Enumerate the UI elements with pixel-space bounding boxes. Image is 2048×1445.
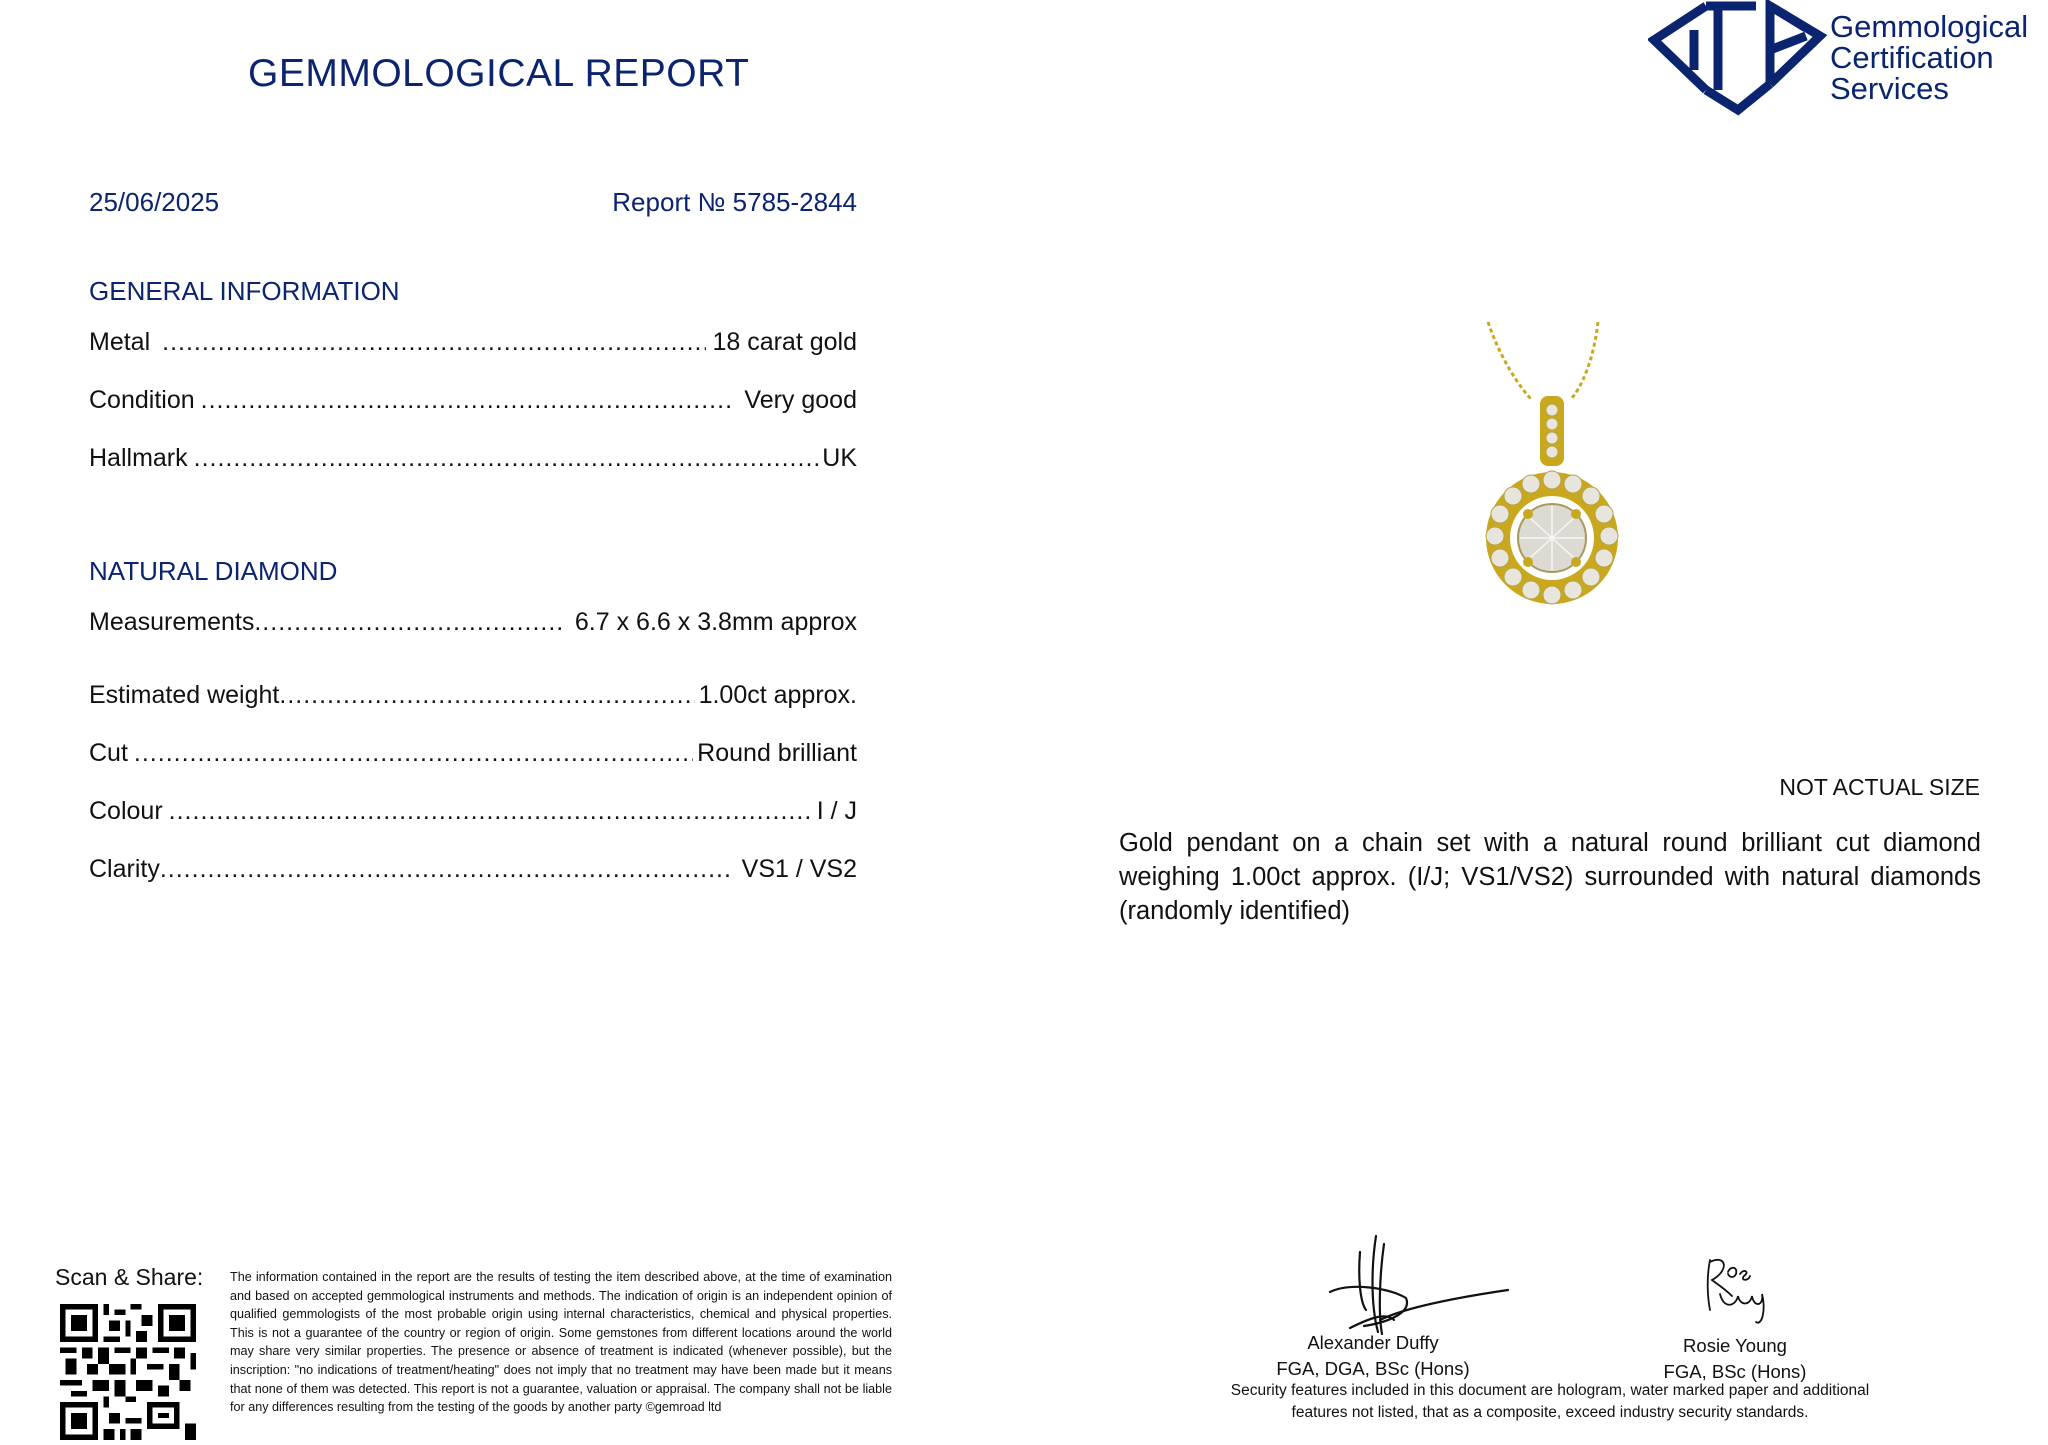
field-value: 6.7 x 6.6 x 3.8mm approx xyxy=(574,608,857,636)
signer-credentials: FGA, BSc (Hons) xyxy=(1663,1361,1807,1382)
leader-dots xyxy=(279,681,694,710)
logo-line-1: Gemmological xyxy=(1830,9,2029,44)
report-number: Report № 5785-2844 xyxy=(612,187,857,217)
field-label: Estimated weight xyxy=(89,681,280,709)
signer-name: Alexander Duffy xyxy=(1307,1332,1439,1353)
item-description: Gold pendant on a chain set with a natural round brilliant cut diamond weighing 1.00ct approx. (I/J; VS1/VS2) surrounded with natural diamonds (randomly identified) xyxy=(1119,829,1981,925)
section-title-natural-diamond: NATURAL DIAMOND xyxy=(89,556,338,586)
pendant-image xyxy=(1470,318,1650,618)
field-clarity xyxy=(89,855,857,884)
logo-wordmark xyxy=(1830,11,2028,104)
logo-line-3: Services xyxy=(1830,71,1949,106)
signature-alexander-duffy-icon xyxy=(1320,1222,1520,1342)
field-value: I / J xyxy=(816,797,857,825)
qr-code-icon[interactable] xyxy=(60,1304,196,1440)
field-label: Colour xyxy=(89,797,163,825)
not-actual-size-caption: NOT ACTUAL SIZE xyxy=(1779,774,1980,800)
signer-credentials: FGA, DGA, BSc (Hons) xyxy=(1276,1358,1470,1379)
report-meta xyxy=(89,187,857,218)
field-colour xyxy=(89,797,857,826)
page-title: GEMMOLOGICAL REPORT xyxy=(248,52,750,95)
leader-dots xyxy=(160,855,732,884)
security-note: Security features included in this document are hologram, water marked paper and additional features not listed, that as a composite, exceed industry security standards. xyxy=(1230,1382,1870,1421)
field-value: VS1 / VS2 xyxy=(741,855,857,883)
leader-dots xyxy=(169,797,809,826)
field-value: UK xyxy=(822,444,857,472)
signer-rosie-young xyxy=(1610,1333,1860,1385)
field-label: Metal xyxy=(89,328,151,356)
field-value: Round brilliant xyxy=(697,739,857,767)
leader-dots xyxy=(162,328,706,357)
field-cut xyxy=(89,739,857,768)
gcs-logo xyxy=(1648,0,2048,116)
field-label: Clarity xyxy=(89,855,160,883)
field-metal xyxy=(89,328,857,357)
report-date: 25/06/2025 xyxy=(89,187,220,217)
leader-dots xyxy=(201,386,735,415)
legal-disclaimer: The information contained in the report are the results of testing the item described above, at the time of examination and based on accepted gemmological instruments and methods. The indication of origin is an independent opinion of qualified gemmologists of the most probable origin using internal characteristics, chemical and physical properties. This is not a guarantee of the country or region of origin. Some gemstones from different locations around the world may share very similar properties. The presence or absence of treatment is indicated (whenever possible), but the inscription: "no indications of treatment/heating" does not imply that no treatment may have been made but it means that none of them was detected. This report is not a guarantee, valuation or appraisal. The company shall not be liable for any differences resulting from the testing of the goods by another party ©gemroad ltd xyxy=(230,1270,892,1415)
leader-dots xyxy=(254,608,565,637)
field-label: Hallmark xyxy=(89,444,188,472)
field-hallmark xyxy=(89,444,857,473)
field-label: Cut xyxy=(89,739,128,767)
signer-name: Rosie Young xyxy=(1683,1335,1787,1356)
leader-dots xyxy=(134,739,693,768)
field-value: Very good xyxy=(744,386,857,414)
field-estimated-weight xyxy=(89,681,857,710)
field-measurements xyxy=(89,608,857,637)
logo-line-2: Certification xyxy=(1830,40,1994,75)
field-label: Measurements xyxy=(89,608,255,636)
scan-share-label: Scan & Share: xyxy=(55,1264,204,1290)
field-label: Condition xyxy=(89,386,195,414)
field-value: 1.00ct approx. xyxy=(698,681,857,709)
gcs-diamond-monogram-icon xyxy=(1648,0,1828,116)
signature-rosie-young-icon xyxy=(1700,1250,1780,1330)
leader-dots xyxy=(194,444,823,473)
field-value: 18 carat gold xyxy=(712,328,857,356)
signer-alexander-duffy xyxy=(1248,1330,1498,1382)
field-condition xyxy=(89,386,857,415)
section-title-general-information: GENERAL INFORMATION xyxy=(89,276,400,306)
